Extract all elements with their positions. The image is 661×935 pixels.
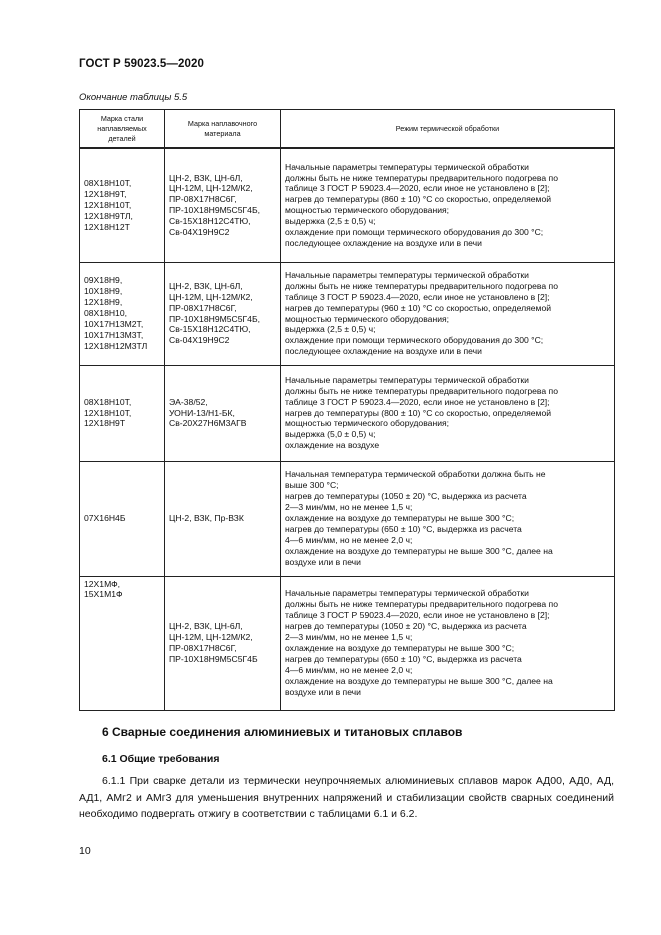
table-row: [80, 148, 615, 262]
mode-cell-line: должны быть не ниже температуры предварительного подогрева по: [285, 599, 558, 610]
mode-cell-line: выдержка (2,5 ± 0,5) ч;: [285, 216, 376, 227]
material-cell-line: Св-04Х19Н9С2: [169, 335, 230, 346]
mode-cell: [281, 262, 615, 365]
mode-cell-line: нагрев до температуры (800 ± 10) °С со скоростью, определяемой: [285, 407, 552, 418]
column-header-mode: Режим термической обработки: [281, 110, 615, 149]
material-cell-line: ЦН-12М, ЦН-12М/К2,: [169, 291, 253, 302]
mode-cell: [281, 461, 615, 576]
mode-cell-line: Начальная температура термической обработки должна быть не: [285, 469, 546, 480]
material-cell-line: Св-04Х19Н9С2: [169, 227, 230, 238]
steel-cell-line: 10Х18Н9,: [84, 286, 123, 297]
paragraph-6-1-1: 6.1.1 При сварке детали из термически неупрочняемых алюминиевых сплавов марок АД00, АД0, АД, АД1, АМг2 и АМг3 для уменьшения внутренних напряжений и стабилизации свойств сварных соединений необходимо подвергать отжигу в соответствии с таблицами 6.1 и 6.2.: [79, 775, 614, 820]
mode-cell-line: 4—6 мин/мм, но не менее 2,0 ч;: [285, 664, 413, 675]
mode-cell: [281, 576, 615, 710]
mode-cell: [281, 365, 615, 461]
mode-cell-line: охлаждение при помощи термического оборудования до 300 °С;: [285, 335, 544, 346]
material-cell-line: ПР-08Х17Н8С6Г,: [169, 194, 237, 205]
steel-cell: [80, 262, 165, 365]
column-header-steel: Марка стали наплавляемых деталей: [80, 110, 165, 149]
mode-cell-line: выше 300 °С;: [285, 480, 339, 491]
steel-cell-line: 12Х18Н12Т: [84, 221, 130, 232]
steel-cell-line: 15Х1М1Ф: [84, 589, 123, 600]
material-cell-line: ПР-10Х18Н9М5С5Г4Б,: [169, 205, 260, 216]
table-row: [80, 576, 615, 710]
column-header-material: Марка наплавочного материала: [165, 110, 281, 149]
material-cell: [165, 365, 281, 461]
mode-cell-line: мощностью термического оборудования;: [285, 313, 450, 324]
steel-cell: [80, 365, 165, 461]
mode-cell-line: должны быть не ниже температуры предварительного подогрева по: [285, 280, 558, 291]
material-cell: [165, 461, 281, 576]
mode-cell-line: нагрев до температуры (650 ± 10) °С, выдержка из расчета: [285, 653, 522, 664]
mode-cell-line: 4—6 мин/мм, но не менее 2,0 ч;: [285, 534, 413, 545]
table-caption: Окончание таблицы 5.5: [79, 92, 188, 103]
mode-cell-line: Начальные параметры температуры термической обработки: [285, 269, 529, 280]
material-cell-line: ЭА-38/52,: [169, 396, 208, 407]
mode-cell-line: охлаждение на воздухе до температуры не выше 300 °С, далее на: [285, 675, 553, 686]
mode-cell-line: выдержка (2,5 ± 0,5) ч;: [285, 324, 376, 335]
mode-cell-line: нагрев до температуры (1050 ± 20) °С, выдержка из расчета: [285, 621, 527, 632]
material-cell-line: Св-15Х18Н12С4ТЮ,: [169, 324, 251, 335]
mode-cell-line: нагрев до температуры (860 ± 10) °С со скоростью, определяемой: [285, 194, 552, 205]
material-cell: [165, 148, 281, 262]
section-title: 6 Сварные соединения алюминиевых и титановых сплавов: [102, 725, 463, 739]
material-cell-line: ПР-10Х18Н9М5С5Г4Б,: [169, 313, 260, 324]
material-cell-line: ПР-08Х17Н8С6Г,: [169, 302, 237, 313]
mode-cell-line: последующее охлаждение на воздухе или в печи: [285, 237, 482, 248]
steel-cell-line: 12Х18Н9ТЛ,: [84, 210, 133, 221]
material-cell-line: ЦН-2, ВЗК, ЦН-6Л,: [169, 621, 243, 632]
steel-cell-line: 12Х18Н9,: [84, 297, 123, 308]
material-cell-line: ЦН-12М, ЦН-12М/К2,: [169, 632, 253, 643]
material-cell-line: ЦН-2, ВЗК, ЦН-6Л,: [169, 280, 243, 291]
steel-cell-line: 12Х18Н9Т: [84, 418, 126, 429]
material-cell-line: Св-15Х18Н12С4ТЮ,: [169, 216, 251, 227]
steel-cell-line: 12Х18Н10Т,: [84, 407, 132, 418]
steel-cell-line: 10Х17Н13М3Т,: [84, 329, 144, 340]
steel-cell-line: 12Х1МФ,: [84, 578, 121, 589]
mode-cell-line: охлаждение на воздухе до температуры не выше 300 °С;: [285, 513, 515, 524]
steel-cell-line: 12Х18Н12М3ТЛ: [84, 340, 148, 351]
steel-cell-line: 12Х18Н10Т,: [84, 199, 132, 210]
mode-cell-line: нагрев до температуры (1050 ± 20) °С, выдержка из расчета: [285, 491, 527, 502]
material-cell-line: УОНИ-13/Н1-БК,: [169, 407, 235, 418]
mode-cell-line: воздухе или в печи: [285, 686, 361, 697]
mode-cell-line: мощностью термического оборудования;: [285, 205, 450, 216]
mode-cell-line: последующее охлаждение на воздухе или в печи: [285, 346, 482, 357]
mode-cell-line: 2—3 мин/мм, но не менее 1,5 ч;: [285, 632, 413, 643]
mode-cell-line: Начальные параметры температуры термической обработки: [285, 161, 529, 172]
table-row: [80, 365, 615, 461]
mode-cell-line: воздухе или в печи: [285, 556, 361, 567]
steel-cell-line: 08Х18Н10Т,: [84, 396, 132, 407]
document-header: ГОСТ Р 59023.5—2020: [79, 58, 204, 70]
mode-cell-line: Начальные параметры температуры термической обработки: [285, 374, 529, 385]
mode-cell-line: охлаждение на воздухе до температуры не выше 300 °С, далее на: [285, 545, 553, 556]
mode-cell-line: выдержка (5,0 ± 0,5) ч;: [285, 429, 376, 440]
mode-cell-line: должны быть не ниже температуры предварительного подогрева по: [285, 385, 558, 396]
steel-cell: [80, 148, 165, 262]
steel-cell-line: 08Х18Н10,: [84, 308, 128, 319]
steel-cell: [80, 576, 165, 710]
heat-treatment-table: [79, 109, 615, 711]
material-cell-line: ЦН-2, ВЗК, ЦН-6Л,: [169, 172, 243, 183]
material-cell-line: ЦН-2, ВЗК, Пр-ВЗК: [169, 513, 244, 524]
mode-cell-line: Начальные параметры температуры термической обработки: [285, 588, 529, 599]
mode-cell-line: таблице 3 ГОСТ Р 59023.4—2020, если иное не установлено в [2];: [285, 183, 550, 194]
steel-cell: [80, 461, 165, 576]
mode-cell: [281, 148, 615, 262]
mode-cell-line: таблице 3 ГОСТ Р 59023.4—2020, если иное не установлено в [2];: [285, 610, 550, 621]
material-cell: [165, 262, 281, 365]
table-row: [80, 262, 615, 365]
mode-cell-line: таблице 3 ГОСТ Р 59023.4—2020, если иное не установлено в [2];: [285, 396, 550, 407]
subsection-title: 6.1 Общие требования: [102, 753, 220, 765]
steel-cell-line: 10Х17Н13М2Т,: [84, 318, 144, 329]
page-number: 10: [79, 845, 91, 857]
material-cell: [165, 576, 281, 710]
material-cell-line: ПР-08Х17Н8С6Г,: [169, 643, 237, 653]
material-cell-line: Св-20Х27Н6М3АГВ: [169, 418, 247, 429]
mode-cell-line: охлаждение на воздухе: [285, 440, 380, 451]
steel-cell-line: 12Х18Н9Т,: [84, 188, 127, 199]
material-cell-line: ЦН-12М, ЦН-12М/К2,: [169, 183, 253, 194]
mode-cell-line: таблице 3 ГОСТ Р 59023.4—2020, если иное не установлено в [2];: [285, 291, 550, 302]
mode-cell-line: нагрев до температуры (960 ± 10) °С со скоростью, определяемой: [285, 302, 552, 313]
mode-cell-line: мощностью термического оборудования;: [285, 418, 450, 429]
steel-cell-line: 09Х18Н9,: [84, 275, 123, 286]
steel-cell-line: 07Х16Н4Б: [84, 513, 126, 524]
table-header-row: [80, 110, 615, 149]
material-cell-line: ПР-10Х18Н9М5С5Г4Б: [169, 653, 258, 664]
mode-cell-line: охлаждение на воздухе до температуры не выше 300 °С;: [285, 643, 515, 653]
table-row: [80, 461, 615, 576]
mode-cell-line: охлаждение при помощи термического оборудования до 300 °С;: [285, 227, 544, 238]
steel-cell-line: 08Х18Н10Т,: [84, 177, 132, 188]
mode-cell-line: нагрев до температуры (650 ± 10) °С, выдержка из расчета: [285, 523, 522, 534]
mode-cell-line: 2—3 мин/мм, но не менее 1,5 ч;: [285, 502, 413, 513]
mode-cell-line: должны быть не ниже температуры предварительного подогрева по: [285, 172, 558, 183]
